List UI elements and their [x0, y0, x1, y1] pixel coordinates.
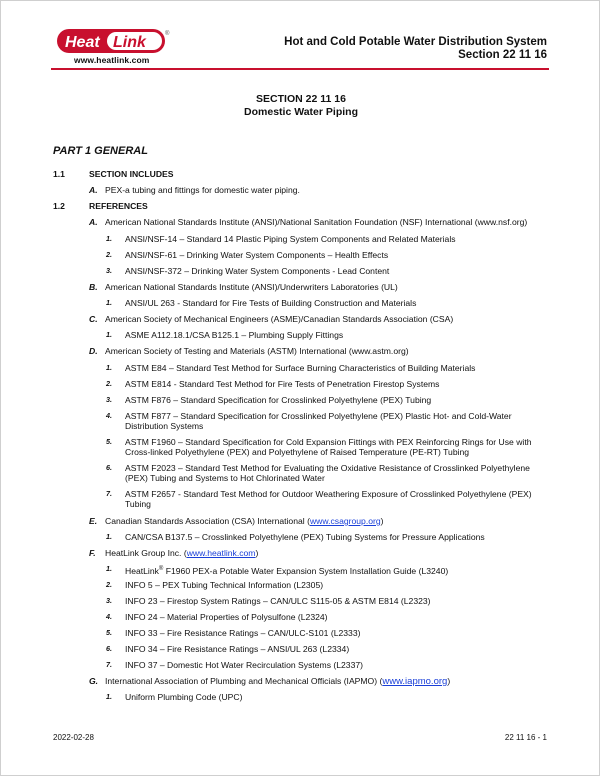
iapmo-link[interactable]: www.iapmo.org [382, 676, 448, 687]
sub-item-number: 1. [106, 532, 112, 541]
sub-item-number: 6. [106, 644, 112, 653]
item-text-post: ) [255, 548, 259, 558]
section-subheading: Domestic Water Piping [244, 105, 358, 118]
sub-item-number: 1. [106, 330, 112, 339]
sub-item-text: ASTM E814 - Standard Test Method for Fire Tests of Penetration Firestop Systems [125, 379, 440, 389]
sub-item-text: INFO 37 – Domestic Hot Water Recirculation Systems (L2337) [125, 660, 363, 670]
sub-item-text: INFO 34 – Fire Resistance Ratings – ANSI/UL 263 (L2334) [125, 644, 350, 654]
sub-item-text-cont: Cross-linked Polyethylene (PEX) and Polyethylene of Raised Temperature (PE-RT) Tubing [125, 447, 470, 457]
sub-item-text: Uniform Plumbing Code (UPC) [125, 692, 243, 702]
header-divider [51, 68, 549, 70]
sub-item-number: 2. [106, 580, 112, 589]
sub-item-text: ASTM F2023 – Standard Test Method for Evaluating the Oxidative Resistance of Crosslinked Polyethylene [125, 463, 530, 473]
sub-item-text: ANSI/NSF-61 – Drinking Water System Components – Health Effects [125, 250, 389, 260]
sub-item-number: 2. [106, 379, 112, 388]
section-heading: SECTION 22 11 16 [256, 93, 346, 105]
footer-date: 2022-02-28 [53, 733, 94, 742]
sub-item-text: ASTM F877 – Standard Specification for Crosslinked Polyethylene (PEX) Plastic Hot- and Cold-Water [125, 411, 512, 421]
item-letter: D. [89, 346, 98, 356]
sub-item-number: 3. [106, 266, 112, 275]
sub-item-text: ASTM E84 – Standard Test Method for Surface Burning Characteristics of Building Materials [125, 363, 476, 373]
section-heading-references: REFERENCES [89, 201, 148, 211]
sub-item-text-cont: (PEX) Tubing and Systems to Hot Chlorinated Water [125, 473, 325, 483]
sub-item-number: 1. [106, 298, 112, 307]
item-text-pre: HeatLink Group Inc. ( [105, 548, 187, 558]
sub-item-number: 4. [106, 612, 112, 621]
header-doc-title: Hot and Cold Potable Water Distribution System [284, 36, 547, 48]
sub-item-text: ASTM F1960 – Standard Specification for Cold Expansion Fittings with PEX Reinforcing Rings for Use with [125, 437, 532, 447]
item-text: American Society of Mechanical Engineers (ASME)/Canadian Standards Association (CSA) [105, 314, 454, 324]
registered-mark: ® [158, 566, 164, 572]
section-title [1, 93, 600, 118]
sub-item-text: ASME A112.18.1/CSA B125.1 – Plumbing Supply Fittings [125, 330, 344, 340]
item-text [105, 548, 258, 558]
item-text: American National Standards Institute (ANSI)/National Sanitation Foundation (NSF) International (www.nsf.org) [105, 217, 528, 227]
sub-item-text: INFO 33 – Fire Resistance Ratings – CAN/ULC-S101 (L2333) [125, 628, 361, 638]
item-letter: A. [89, 217, 98, 227]
item-text-post: ) [447, 676, 451, 686]
sub-item-number: 1. [106, 564, 112, 573]
svg-text:Link: Link [113, 34, 146, 51]
svg-text:®: ® [165, 31, 170, 37]
svg-text:Heat: Heat [65, 34, 100, 51]
section-number: 1.1 [53, 169, 65, 179]
sub-item-text: ANSI/NSF-14 – Standard 14 Plastic Piping System Components and Related Materials [125, 234, 456, 244]
section-heading-includes: SECTION INCLUDES [89, 169, 174, 179]
item-letter: B. [89, 282, 98, 292]
header-doc-section: Section 22 11 16 [458, 49, 547, 61]
sub-item-text: ASTM F2657 - Standard Test Method for Outdoor Weathering Exposure of Crosslinked Polyethylene (PEX) [125, 489, 532, 499]
item-text-post: ) [380, 516, 384, 526]
part-heading: PART 1 GENERAL [53, 145, 148, 157]
sub-item-number: 1. [106, 234, 112, 243]
sub-item-number: 4. [106, 411, 112, 420]
sub-item-text: ASTM F876 – Standard Specification for Crosslinked Polyethylene (PEX) Tubing [125, 395, 432, 405]
sub-item-text-post: F1960 PEX-a Potable Water Expansion System Installation Guide (L3240) [163, 565, 449, 576]
heatlink-logo [56, 27, 172, 55]
item-letter: A. [89, 185, 98, 195]
sub-item-number: 7. [106, 660, 112, 669]
sub-item-number: 1. [106, 363, 112, 372]
sub-item-number: 7. [106, 489, 112, 498]
section-number: 1.2 [53, 201, 65, 211]
sub-item-text: CAN/CSA B137.5 – Crosslinked Polyethylene (PEX) Tubing Systems for Pressure Applications [125, 532, 485, 542]
item-letter: E. [89, 516, 98, 526]
header-url: www.heatlink.com [74, 55, 150, 65]
sub-item-number: 5. [106, 437, 112, 446]
item-text-pre: Canadian Standards Association (CSA) International ( [105, 516, 310, 526]
sub-item-number: 6. [106, 463, 112, 472]
sub-item-number: 2. [106, 250, 112, 259]
sub-item-number: 3. [106, 596, 112, 605]
sub-item-text: ANSI/UL 263 - Standard for Fire Tests of Building Construction and Materials [125, 298, 417, 308]
item-text: American National Standards Institute (ANSI)/Underwriters Laboratories (UL) [105, 282, 398, 292]
sub-item-text-cont: Tubing [125, 499, 151, 509]
sub-item-text-cont: Distribution Systems [125, 421, 204, 431]
footer-page-number: 22 11 16 - 1 [504, 733, 547, 742]
item-text: American Society of Testing and Materials (ASTM) International (www.astm.org) [105, 346, 409, 356]
heatlink-link[interactable]: www.heatlink.com [186, 548, 256, 558]
item-text [105, 516, 384, 526]
item-text [105, 676, 450, 687]
sub-item-text: INFO 24 – Material Properties of Polysulfone (L2324) [125, 612, 328, 622]
item-text: PEX-a tubing and fittings for domestic water piping. [105, 185, 300, 195]
sub-item-text-pre: HeatLink [125, 565, 159, 576]
sub-item-text [125, 564, 448, 576]
item-letter: F. [89, 548, 96, 558]
item-letter: C. [89, 314, 98, 324]
sub-item-number: 3. [106, 395, 112, 404]
sub-item-text: ANSI/NSF-372 – Drinking Water System Components - Lead Content [125, 266, 390, 276]
sub-item-number: 5. [106, 628, 112, 637]
item-letter: G. [89, 676, 99, 686]
sub-item-text: INFO 5 – PEX Tubing Technical Information (L2305) [125, 580, 324, 590]
item-text-pre: International Association of Plumbing and Mechanical Officials (IAPMO) ( [105, 676, 383, 686]
csagroup-link[interactable]: www.csagroup.org [309, 516, 381, 526]
header-title [284, 36, 547, 62]
sub-item-number: 1. [106, 692, 112, 701]
sub-item-text: INFO 23 – Firestop System Ratings – CAN/ULC S115-05 & ASTM E814 (L2323) [125, 596, 431, 606]
